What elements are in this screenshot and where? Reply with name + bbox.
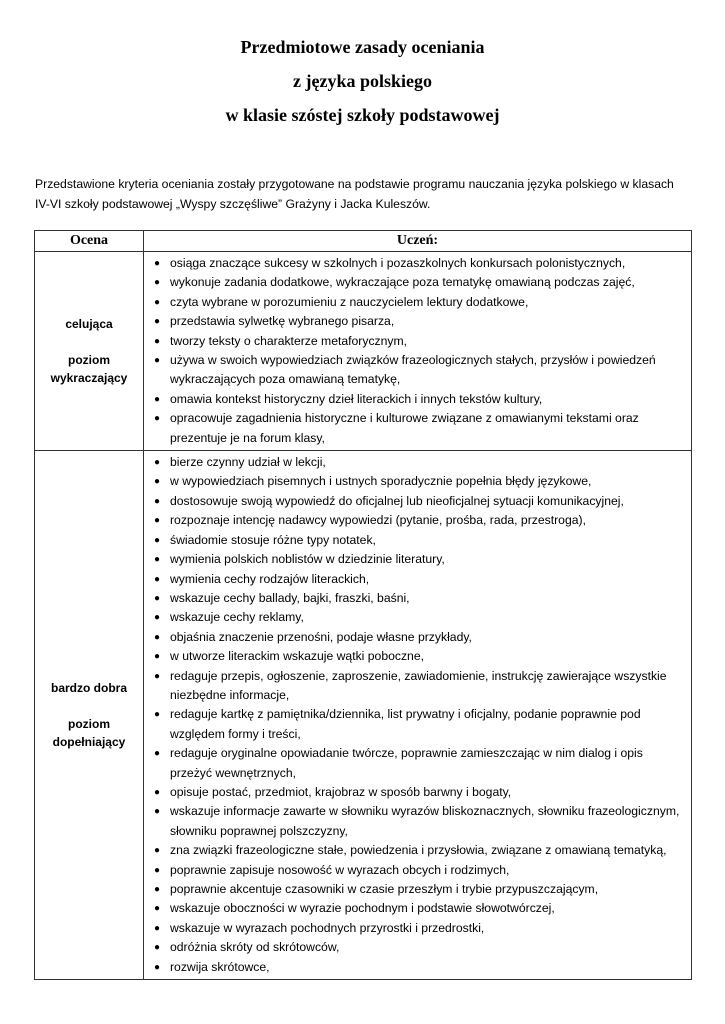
bullet-icon: ● <box>154 277 161 289</box>
bullet-icon: ● <box>154 651 161 663</box>
grade-level-line-1: poziom <box>68 353 110 368</box>
bullet-icon: ● <box>154 393 161 405</box>
grade-name: celująca <box>65 317 113 332</box>
criterion-text: wykonuje zadania dodatkowe, wykraczające poza tematykę omawianą podczas zajęć, <box>170 275 635 290</box>
list-item <box>144 647 687 666</box>
list-item <box>144 550 687 569</box>
intro-paragraph <box>35 174 695 214</box>
bullet-icon: ● <box>154 534 161 546</box>
criterion-text: używa w swoich wypowiedziach związków frazeologicznych stałych, przysłów i powiedzeń wykraczających poza omawianą tematykę, <box>170 353 656 387</box>
table-row-celujaca <box>35 252 692 451</box>
criterion-text: odróżnia skróty od skrótowców, <box>170 940 340 955</box>
bullet-icon: ● <box>154 413 161 425</box>
criterion-text: opisuje postać, przedmiot, krajobraz w sposób barwny i bogaty, <box>170 784 512 799</box>
table-row-bardzo-dobra <box>35 451 692 980</box>
criterion-text: wskazuje w wyrazach pochodnych przyrostki i przedrostki, <box>170 920 485 935</box>
list-item <box>144 472 687 491</box>
criterion-text: świadomie stosuje różne typy notatek, <box>170 532 376 547</box>
list-item <box>144 802 687 841</box>
bullet-icon: ● <box>154 631 161 643</box>
list-item <box>144 351 687 390</box>
criteria-list <box>144 252 691 450</box>
title-line-1: Przedmiotowe zasady oceniania <box>240 37 485 57</box>
bullet-icon: ● <box>154 316 161 328</box>
list-item <box>144 841 687 860</box>
criterion-text: omawia kontekst historyczny dzieł literackich i innych tekstów kultury, <box>170 391 543 406</box>
grade-level-line-2: dopełniający <box>52 735 126 750</box>
list-item <box>144 409 687 448</box>
grade-level <box>35 351 143 387</box>
intro-line-2: IV-VI szkoły podstawowej „Wyspy szczęśliwe” Grażyny i Jacka Kuleszów. <box>35 197 431 211</box>
list-item <box>144 667 687 706</box>
grade-level-line-1: poziom <box>68 717 110 732</box>
list-item <box>144 570 687 589</box>
criterion-text: zna związki frazeologiczne stałe, powiedzenia i przysłowia, związane z omawianą tematyką, <box>170 843 667 858</box>
criterion-text: dostosowuje swoją wypowiedź do oficjalnej lub nieoficjalnej sytuacji komunikacyjnej, <box>170 493 624 508</box>
header-ocena: Ocena <box>35 231 144 252</box>
list-item <box>144 608 687 627</box>
criteria-list <box>144 451 691 979</box>
bullet-icon: ● <box>154 335 161 347</box>
criterion-text: poprawnie akcentuje czasowniki w czasie przeszłym i trybie przypuszczającym, <box>170 882 599 896</box>
criterion-text: wskazuje oboczności w wyrazie pochodnym i podstawie słowotwórczej, <box>170 901 555 916</box>
bullet-icon: ● <box>154 476 161 488</box>
criterion-text: wymienia polskich noblistów w dziedzinie literatury, <box>170 552 445 567</box>
criterion-text: wskazuje informacje zawarte w słowniku wyrazów bliskoznacznych, słowniku frazeologicznym, słowniku poprawnej polszczyzny, <box>170 804 680 838</box>
bullet-icon: ● <box>154 515 161 527</box>
grade-level-line-2: wykraczający <box>50 371 128 386</box>
bullet-icon: ● <box>154 845 161 857</box>
criterion-text: przedstawia sylwetkę wybranego pisarza, <box>170 314 395 329</box>
criterion-text: wymienia cechy rodzajów literackich, <box>170 571 370 586</box>
bullet-icon: ● <box>154 961 161 973</box>
list-item <box>144 293 687 312</box>
list-item <box>144 919 687 938</box>
title-line-3: w klasie szóstej szkoły podstawowej <box>225 105 500 125</box>
bullet-icon: ● <box>154 296 161 308</box>
intro-line-1: Przedstawione kryteria oceniania zostały przygotowane na podstawie programu nauczania języka polskiego w klasach <box>35 177 674 191</box>
header-uczen: Uczeń: <box>144 231 692 252</box>
grade-name: bardzo dobra <box>50 681 127 696</box>
list-item <box>144 628 687 647</box>
grade-cell <box>35 451 144 980</box>
criterion-text: osiąga znaczące sukcesy w szkolnych i pozaszkolnych konkursach polonistycznych, <box>170 256 626 270</box>
grading-table <box>34 230 692 980</box>
grade-level <box>35 715 143 751</box>
bullet-icon: ● <box>154 709 161 721</box>
bullet-icon: ● <box>154 554 161 566</box>
criterion-text: czyta wybrane w porozumieniu z nauczycielem lektury dodatkowe, <box>170 294 529 309</box>
criterion-text: tworzy teksty o charakterze metaforycznym, <box>170 333 408 348</box>
criterion-text: redaguje przepis, ogłoszenie, zaproszenie, zawiadomienie, instrukcję zawierające wszystkie niezbędne informacje, <box>170 668 667 702</box>
list-item <box>144 390 687 409</box>
bullet-icon: ● <box>154 884 161 895</box>
bullet-icon: ● <box>154 573 161 585</box>
list-item <box>144 531 687 550</box>
criterion-text: w wypowiedziach pisemnych i ustnych sporadycznie popełnia błędy językowe, <box>170 474 592 489</box>
bullet-icon: ● <box>154 670 161 682</box>
bullet-icon: ● <box>154 748 161 760</box>
criterion-text: w utworze literackim wskazuje wątki poboczne, <box>170 649 425 664</box>
list-item <box>144 744 687 783</box>
list-item <box>144 453 687 472</box>
criteria-cell <box>144 451 692 980</box>
criteria-cell <box>144 252 692 451</box>
criterion-text: bierze czynny udział w lekcji, <box>170 455 326 470</box>
list-item <box>144 332 687 351</box>
bullet-icon: ● <box>154 942 161 954</box>
list-item <box>144 511 687 530</box>
criterion-text: wskazuje cechy reklamy, <box>170 610 304 625</box>
bullet-icon: ● <box>154 864 161 876</box>
list-item <box>144 273 687 292</box>
criterion-text: opracowuje zagadnienia historyczne i kulturowe związane z omawianymi tekstami oraz prezentuje je na forum klasy, <box>170 411 639 445</box>
list-item <box>144 312 687 331</box>
bullet-icon: ● <box>154 495 161 507</box>
criterion-text: wskazuje cechy ballady, bajki, fraszki, baśni, <box>170 590 410 605</box>
bullet-icon: ● <box>154 786 161 798</box>
criterion-text: rozwija skrótowce, <box>170 959 270 974</box>
list-item <box>144 899 687 918</box>
list-item <box>144 938 687 957</box>
criterion-text: redaguje kartkę z pamiętnika/dziennika, list prywatny i oficjalny, podanie poprawnie pod względem formy i treści, <box>170 707 641 741</box>
bullet-icon: ● <box>154 922 161 934</box>
list-item <box>144 492 687 511</box>
criterion-text: poprawnie zapisuje nosowość w wyrazach obcych i rodzimych, <box>170 862 510 877</box>
bullet-icon: ● <box>154 592 161 604</box>
bullet-icon: ● <box>154 612 161 624</box>
list-item <box>144 589 687 608</box>
bullet-icon: ● <box>154 903 161 915</box>
list-item <box>144 783 687 802</box>
list-item <box>144 254 687 273</box>
criterion-text: rozpoznaje intencję nadawcy wypowiedzi (pytanie, prośba, rada, przestroga), <box>170 513 586 528</box>
table-header-row <box>35 231 692 252</box>
list-item <box>144 958 687 977</box>
title-line-2: z języka polskiego <box>293 71 432 91</box>
grade-cell <box>35 252 144 451</box>
list-item <box>144 880 687 899</box>
bullet-icon: ● <box>154 806 161 818</box>
criterion-text: redaguje oryginalne opowiadanie twórcze, poprawnie zamieszczając w nim dialog i opis przeżyć wewnętrznych, <box>170 746 643 780</box>
list-item <box>144 705 687 744</box>
bullet-icon: ● <box>154 258 161 269</box>
list-item <box>144 861 687 880</box>
bullet-icon: ● <box>154 457 161 469</box>
bullet-icon: ● <box>154 355 161 367</box>
criterion-text: objaśnia znaczenie przenośni, podaje własne przykłady, <box>170 629 472 644</box>
